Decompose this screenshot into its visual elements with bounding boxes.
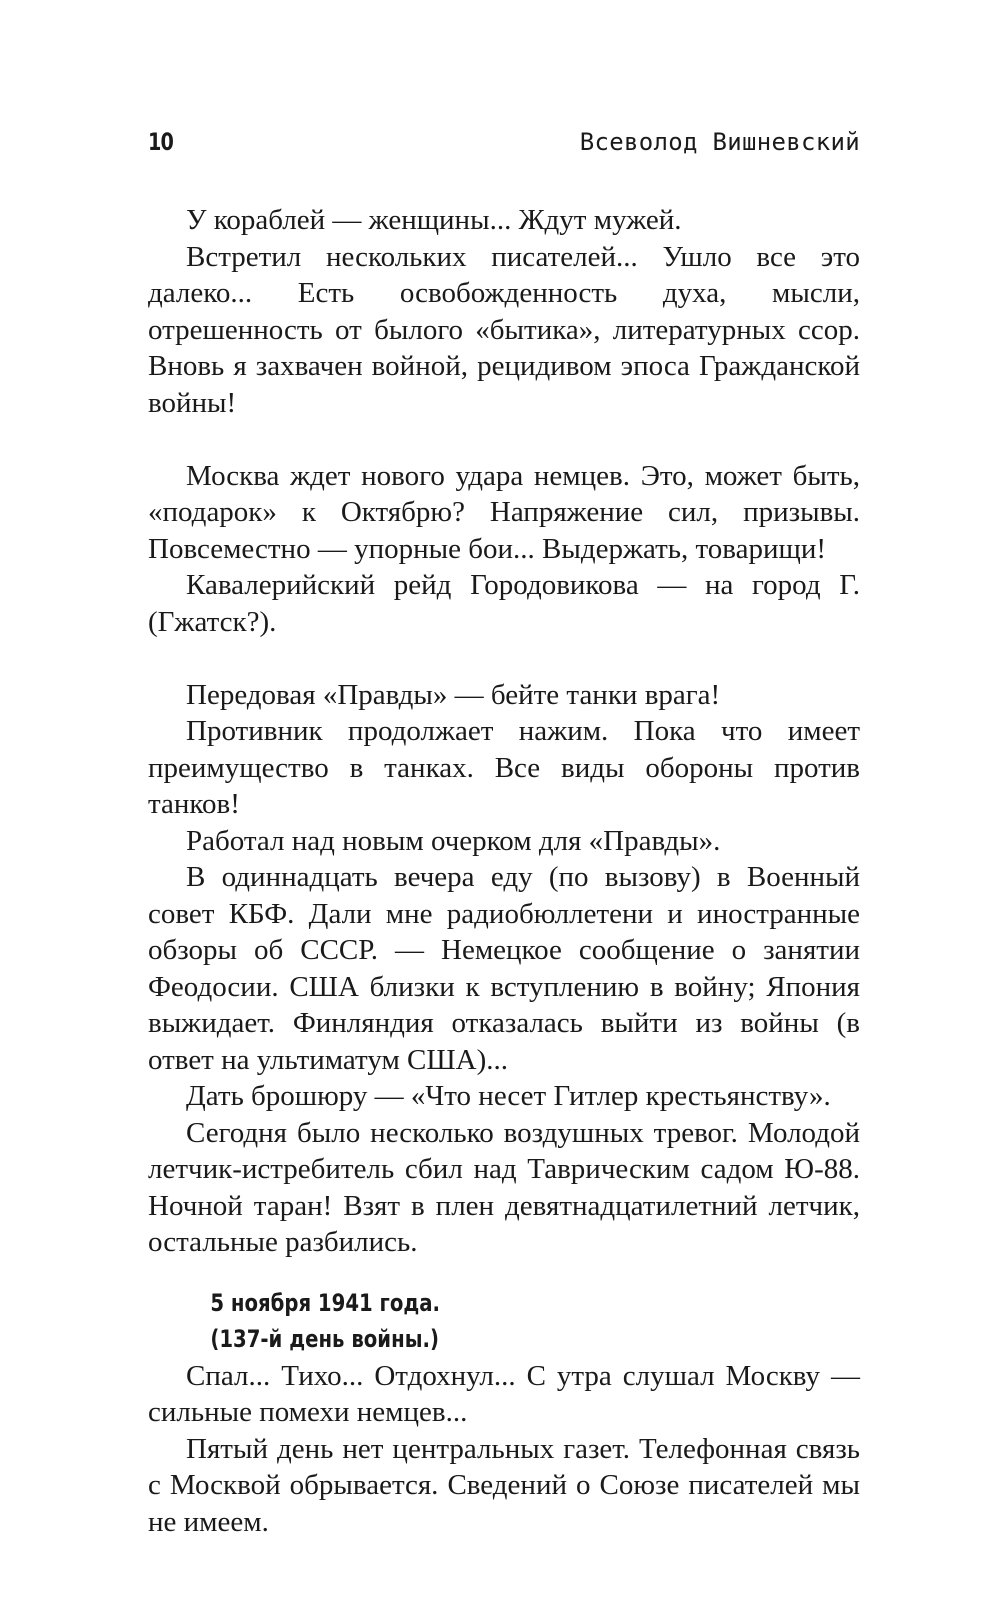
running-head-author: Всеволод Вишневский (579, 128, 860, 156)
paragraph: У кораблей — женщины... Ждут мужей. (186, 204, 682, 236)
section-gap (148, 421, 860, 458)
paragraph: Пятый день нет центральных газет. Телефонная связь с Москвой обрывается. Сведений о Союзе писателей мы не имеем. (148, 1432, 860, 1538)
entry-war-day-heading: (137-й день войны.) (210, 1325, 439, 1353)
paragraph: Сегодня было несколько воздушных тревог. Молодой летчик-истребитель сбил над Таврическим садом Ю-88. Ночной таран! Взят в плен девятнадцатилетний летчик, остальные разбились. (148, 1116, 860, 1258)
paragraph: Передовая «Правды» — бейте танки врага! (186, 678, 721, 711)
paragraph: Москва ждет нового удара немцев. Это, может быть, «подарок» к Октябрю? Напряжение сил, призывы. Повсеместно — упорные бои... Выдержать, товарищи! (148, 459, 860, 565)
page-header (148, 128, 860, 164)
paragraph: Встретил нескольких писателей... Ушло все это далеко... Есть освобожденность духа, мысли, отрешенность от былого «бытика», литературных ссор. Вновь я захвачен войной, рецидивом эпоса Гражданской войны! (148, 240, 860, 419)
paragraph: Спал... Тихо... Отдохнул... С утра слушал Москву — сильные помехи немцев... (148, 1359, 860, 1428)
entry-date-heading: 5 ноября 1941 года. (210, 1288, 441, 1317)
section-gap (148, 640, 860, 677)
book-page (148, 128, 860, 1540)
paragraph: Дать брошюру — «Что несет Гитлер крестьянству». (186, 1080, 831, 1112)
paragraph: В одиннадцать вечера еду (по вызову) в Военный совет КБФ. Дали мне радиобюллетени и иностранные обзоры об СССР. — Немецкое сообщение о занятии Феодосии. США близки к вступлению в войну; Япония выжидает. Финляндия отказалась выйти из войны (в ответ на ультиматум США)... (148, 861, 860, 1076)
page-body (148, 202, 860, 1540)
paragraph: Работал над новым очерком для «Правды». (186, 824, 721, 857)
section-gap (148, 1261, 860, 1285)
paragraph: Кавалерийский рейд Городовикова — на город Г. (Гжатск?). (148, 569, 860, 638)
paragraph: Противник продолжает нажим. Пока что имеет преимущество в танках. Все виды обороны против танков! (148, 715, 860, 820)
page-number: 10 (148, 128, 174, 156)
